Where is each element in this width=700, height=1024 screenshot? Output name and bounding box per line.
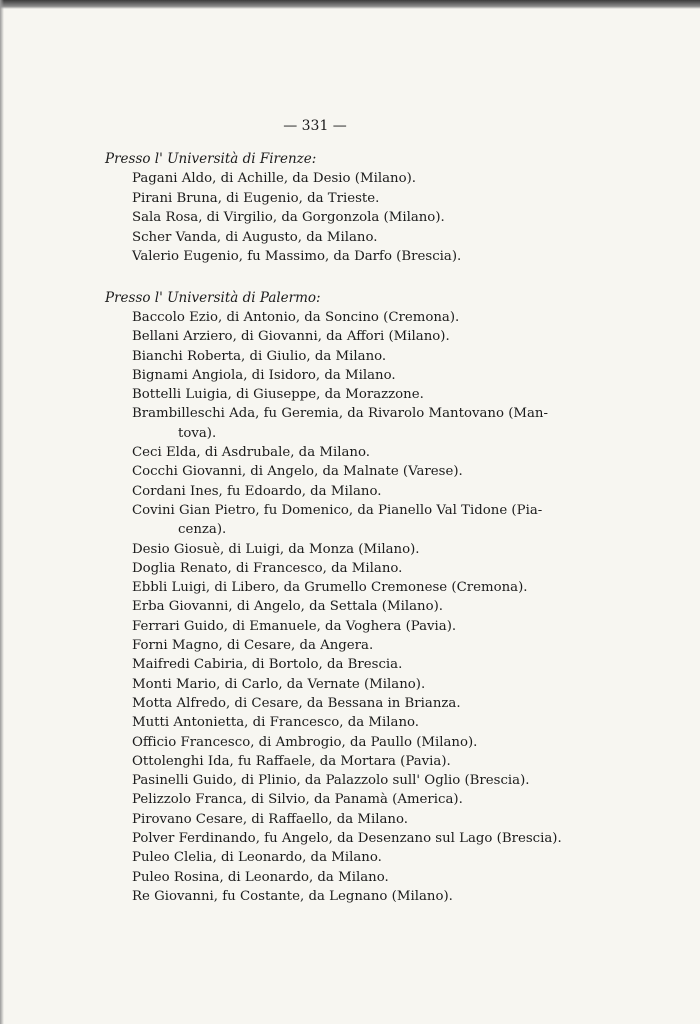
scan-top-edge bbox=[0, 0, 700, 9]
entry-text: Scher Vanda, di Augusto, da Milano. bbox=[132, 229, 378, 245]
list-item bbox=[105, 443, 565, 462]
list-item bbox=[105, 733, 565, 752]
list-item bbox=[105, 501, 565, 540]
entry-text: Polver Ferdinando, fu Angelo, da Desenzano sul Lago (Brescia). bbox=[132, 831, 562, 847]
entry-text: Ottolenghi Ida, fu Raffaele, da Mortara (Pavia). bbox=[132, 753, 451, 769]
list-item bbox=[105, 540, 565, 559]
list-item bbox=[105, 404, 565, 443]
entry-text: Motta Alfredo, di Cesare, da Bessana in Brianza. bbox=[132, 695, 461, 711]
section-firenze bbox=[105, 150, 565, 267]
list-item bbox=[105, 385, 565, 404]
list-item bbox=[105, 636, 565, 655]
entry-text: Officio Francesco, di Ambrogio, da Paullo (Milano). bbox=[132, 734, 478, 750]
section-heading: Presso l' Università di Firenze: bbox=[105, 151, 317, 167]
list-item bbox=[105, 228, 565, 248]
list-item bbox=[105, 752, 565, 771]
entry-continuation: tova). bbox=[178, 425, 217, 441]
entry-text: Bottelli Luigia, di Giuseppe, da Morazzone. bbox=[132, 387, 424, 403]
entry-text: Pirovano Cesare, di Raffaello, da Milano. bbox=[132, 811, 408, 827]
entry-list bbox=[105, 169, 565, 267]
list-item bbox=[105, 868, 565, 887]
list-item bbox=[105, 848, 565, 867]
list-item bbox=[105, 169, 565, 189]
list-item bbox=[105, 771, 565, 790]
entry-text: Doglia Renato, di Francesco, da Milano. bbox=[132, 560, 403, 576]
entry-text: Maifredi Cabiria, di Bortolo, da Brescia. bbox=[132, 657, 403, 673]
entry-text: Pirani Bruna, di Eugenio, da Trieste. bbox=[132, 190, 380, 206]
list-item bbox=[105, 327, 565, 346]
entry-text: Valerio Eugenio, fu Massimo, da Darfo (Brescia). bbox=[132, 249, 462, 265]
entry-text: Covini Gian Pietro, fu Domenico, da Pianello Val Tidone (Pia- bbox=[132, 502, 543, 518]
list-item bbox=[105, 189, 565, 209]
entry-text: Ebbli Luigi, di Libero, da Grumello Cremonese (Cremona). bbox=[132, 580, 528, 596]
entry-text: Brambilleschi Ada, fu Geremia, da Rivarolo Mantovano (Man- bbox=[132, 406, 548, 422]
list-item bbox=[105, 308, 565, 327]
list-item bbox=[105, 829, 565, 848]
entry-text: Puleo Rosina, di Leonardo, da Milano. bbox=[132, 869, 389, 885]
list-item bbox=[105, 597, 565, 616]
entry-continuation: cenza). bbox=[178, 522, 227, 538]
list-item bbox=[105, 810, 565, 829]
entry-text: Erba Giovanni, di Angelo, da Settala (Milano). bbox=[132, 599, 444, 615]
entry-text: Forni Magno, di Cesare, da Angera. bbox=[132, 638, 374, 654]
list-item bbox=[105, 617, 565, 636]
list-item bbox=[105, 887, 565, 906]
list-item bbox=[105, 578, 565, 597]
entry-text: Pasinelli Guido, di Plinio, da Palazzolo sull' Oglio (Brescia). bbox=[132, 773, 530, 789]
scan-left-edge bbox=[0, 0, 4, 1024]
entry-text: Bellani Arziero, di Giovanni, da Affori (Milano). bbox=[132, 329, 450, 345]
section-heading: Presso l' Università di Palermo: bbox=[105, 290, 321, 306]
list-item bbox=[105, 247, 565, 267]
entry-list bbox=[105, 308, 565, 906]
entry-text: Puleo Clelia, di Leonardo, da Milano. bbox=[132, 850, 382, 866]
list-item bbox=[105, 694, 565, 713]
entry-text: Bignami Angiola, di Isidoro, da Milano. bbox=[132, 367, 396, 383]
entry-text: Pelizzolo Franca, di Silvio, da Panamà (America). bbox=[132, 792, 463, 808]
page-number: — 331 — bbox=[283, 118, 347, 134]
list-item bbox=[105, 675, 565, 694]
list-item bbox=[105, 482, 565, 501]
list-item bbox=[105, 655, 565, 674]
entry-text: Cocchi Giovanni, di Angelo, da Malnate (Varese). bbox=[132, 464, 463, 480]
list-item bbox=[105, 208, 565, 228]
entry-text: Cordani Ines, fu Edoardo, da Milano. bbox=[132, 483, 382, 499]
entry-text: Monti Mario, di Carlo, da Vernate (Milano). bbox=[132, 676, 426, 692]
list-item bbox=[105, 713, 565, 732]
entry-text: Sala Rosa, di Virgilio, da Gorgonzola (Milano). bbox=[132, 210, 445, 226]
entry-text: Baccolo Ezio, di Antonio, da Soncino (Cremona). bbox=[132, 310, 460, 325]
list-item bbox=[105, 366, 565, 385]
entry-text: Mutti Antonietta, di Francesco, da Milano. bbox=[132, 715, 419, 731]
entry-text: Ceci Elda, di Asdrubale, da Milano. bbox=[132, 445, 370, 461]
section-palermo bbox=[105, 289, 565, 906]
entry-text: Re Giovanni, fu Costante, da Legnano (Milano). bbox=[132, 888, 453, 904]
list-item bbox=[105, 347, 565, 366]
entry-text: Bianchi Roberta, di Giulio, da Milano. bbox=[132, 348, 387, 364]
entry-text: Ferrari Guido, di Emanuele, da Voghera (Pavia). bbox=[132, 618, 457, 634]
entry-text: Pagani Aldo, di Achille, da Desio (Milano). bbox=[132, 171, 416, 186]
entry-text: Desio Giosuè, di Luigi, da Monza (Milano). bbox=[132, 541, 420, 557]
list-item bbox=[105, 790, 565, 809]
list-item bbox=[105, 559, 565, 578]
list-item bbox=[105, 462, 565, 481]
